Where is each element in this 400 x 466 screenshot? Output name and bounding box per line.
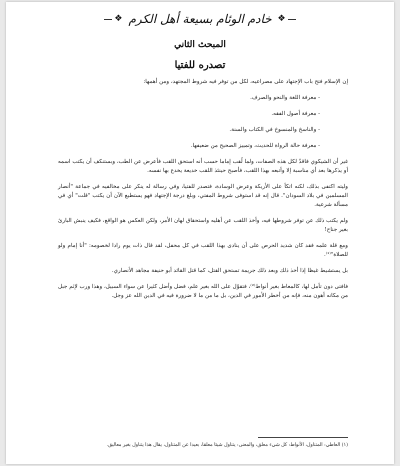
intro-paragraph: إن الإسلام فتح باب الإجتهاد على مصراعيه، لكل من توفر فيه شروط المجتهد، ومن أهمها: [143,79,348,85]
paragraph: ومع قلة علمه فقد كان شديد الحرص على أن ينادى بهذا اللقب في كل محفل، لقد قال ذات يوم رادا لخصومه: "أنا إمام ولو للصلاة"⁽¹⁾. [58,243,348,258]
list-item: - معرفة اللغة والنحو والصرف. [58,94,320,103]
paragraph: بل يستشيط غيظا إذا أخذ ذلك وبعد ذلك جريمة تستحق القتل، كما قتل القائد أبو حنيفة مجاهد الأنصاري. [111,268,348,274]
paragraph: وليته اكتفى بذلك، لكنه اتكأ على الأريكة وعرض الوسادة، فتصدر للفتيا، وفي رسالة له ينكر على مخالفيه في جماعة "أنصار المسلمين في بلاد السودان". قال إنه قد استوفى شروط المفتي، وبلغ درجة الإجتهاد فهو يستطيع الآن أن يكتب "قلت" أي في مسألة شرعية. [58,184,348,208]
conditions-list [58,94,348,151]
chapter-title: تصدره للفتيا [174,60,226,71]
header-title: خادم الوئام بسيعة أهل الكرم [128,12,272,26]
page-header [104,8,296,30]
section-title: المبحث الثاني [174,40,226,50]
body-text [58,78,348,308]
footnote-divider [258,437,348,438]
paragraph: غير أن الشيكوي فاقدٌ لكل هذه الصفات، ولما لُقب إماما حسب أنه استحق اللقب فأعرض عن الطب، وبستنكف أن يكتب اسمه أو يذكرها بعد أي مناسبة إلا وأتبعه بهذا اللقب، فأصبح حينئذ اللقب خديعة يخدع بها نفسه. [58,159,348,174]
header-rule-right [288,19,296,20]
list-item: - معرفة حالة الرواة للحديث، وتمييز الصحيح من ضعيفها. [58,142,320,151]
ornament-icon: ❖ [277,14,286,24]
header-rule-left [104,19,112,20]
paragraph: ولم يكتب ذلك عن توفر شروطها فيه، وأخذ اللقب عن أهليه واستحقاق لهان الأمر، ولكن العكس هو الواقع، فكيف ينبش البارئ بغير جناح! [58,218,348,233]
ornament-icon: ❖ [114,14,123,24]
paragraph: فافتى دون تأمل لها، كالمعاط بغير أنواط⁽²⁾، فتقوّل على الله بغير علم، فضل وأضل كثيرا عن سواء السبيل، وهذا ورب لإثم جبل من مكانه أهون منه، فإنه من أخطر الأمور في الدين، بل ما من ما لا ضرورة فيه في الدين الله عز وجل. [58,284,349,299]
footnote: (١) العاطي: المتناول، الأنواط: كل شيء معلق، والمعنى: يتناول شيئا معلقا، بعيدا عن المتناول، يقال هذا يتناول بغير معاليق. [106,443,348,448]
list-item: - والناسخ والمنسوخ في الكتاب والسنة. [58,126,320,135]
document-page [6,2,394,464]
list-item: - معرفة أصول الفقه. [58,110,320,119]
